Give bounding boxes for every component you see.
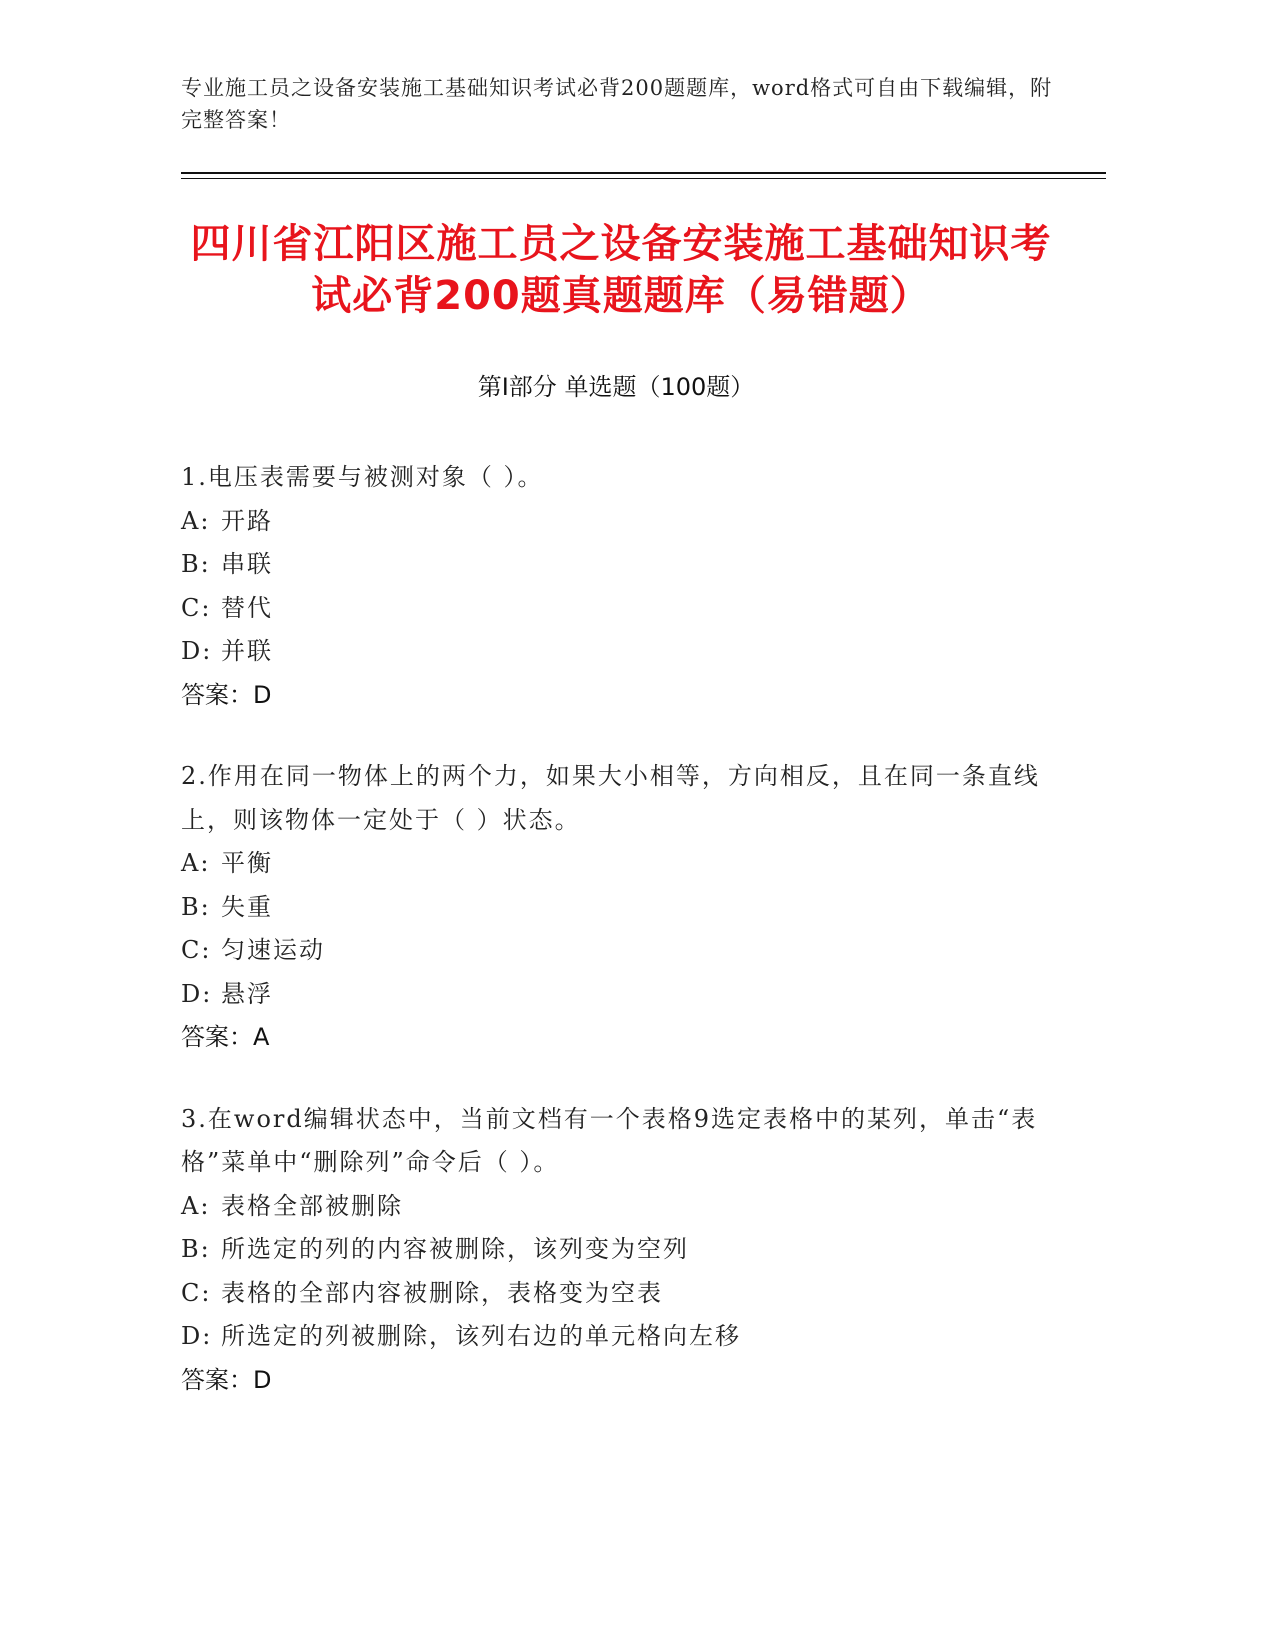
- option-text: 并联: [221, 637, 273, 665]
- question-option: [181, 886, 1061, 930]
- option-key: A:: [181, 506, 211, 535]
- option-text: 失重: [221, 892, 273, 921]
- question-option: [181, 842, 1061, 886]
- option-key: C:: [181, 1278, 212, 1307]
- option-key: C:: [181, 593, 212, 622]
- question-answer: 答案：A: [181, 1023, 270, 1051]
- question-option: [181, 500, 1061, 544]
- question-option: [181, 929, 1061, 973]
- question-stem: 2.作用在同一物体上的两个力，如果大小相等，方向相反，且在同一条直线上，则该物体一定处于（ ）状态。: [181, 762, 1040, 834]
- option-text: 串联: [221, 550, 273, 578]
- option-key: D:: [181, 979, 213, 1008]
- option-text: 匀速运动: [221, 936, 325, 964]
- question-option: [181, 973, 1061, 1017]
- option-text: 表格全部被删除: [221, 1191, 403, 1220]
- option-text: 开路: [221, 506, 273, 535]
- question-answer: 答案：D: [181, 1365, 272, 1394]
- question-option: [181, 1185, 1061, 1229]
- option-key: D:: [181, 1322, 213, 1350]
- option-key: B:: [181, 892, 211, 921]
- option-key: C:: [181, 936, 212, 964]
- option-key: D:: [181, 637, 213, 665]
- question-item: [181, 1098, 1061, 1403]
- option-text: 替代: [221, 593, 273, 622]
- option-text: 所选定的列被删除，该列右边的单元格向左移: [221, 1322, 741, 1350]
- option-key: A:: [181, 849, 211, 877]
- question-option: [181, 1228, 1061, 1272]
- question-option: [181, 1272, 1061, 1316]
- question-option: [181, 630, 1061, 674]
- section-title: 第I部分 单选题（100题）: [477, 373, 755, 401]
- question-option: [181, 587, 1061, 631]
- question-option: [181, 1315, 1061, 1359]
- option-text: 表格的全部内容被删除，表格变为空表: [221, 1278, 663, 1307]
- option-key: A:: [181, 1191, 211, 1220]
- question-list: [181, 456, 1061, 1440]
- question-option: [181, 543, 1061, 587]
- question-stem: 3.在word编辑状态中，当前文档有一个表格9选定表格中的某列，单击“表格”菜单中“删除列”命令后（ ）。: [181, 1104, 1038, 1176]
- document-title: 四川省江阳区施工员之设备安装施工基础知识考试必背200题真题题库（易错题）: [190, 221, 1052, 319]
- option-key: B:: [181, 550, 211, 578]
- question-item: [181, 456, 1061, 717]
- question-stem: 1.电压表需要与被测对象（ ）。: [181, 463, 544, 491]
- option-text: 平衡: [221, 849, 273, 877]
- header-divider-thin: [181, 178, 1106, 179]
- header-note: 专业施工员之设备安装施工基础知识考试必背200题题库，word格式可自由下载编辑，附完整答案！: [181, 76, 1053, 132]
- option-text: 悬浮: [221, 979, 273, 1008]
- option-text: 所选定的列的内容被删除，该列变为空列: [221, 1235, 689, 1263]
- question-answer: 答案：D: [181, 680, 272, 709]
- question-item: [181, 755, 1061, 1060]
- header-divider-thick: [181, 172, 1106, 174]
- option-key: B:: [181, 1235, 211, 1263]
